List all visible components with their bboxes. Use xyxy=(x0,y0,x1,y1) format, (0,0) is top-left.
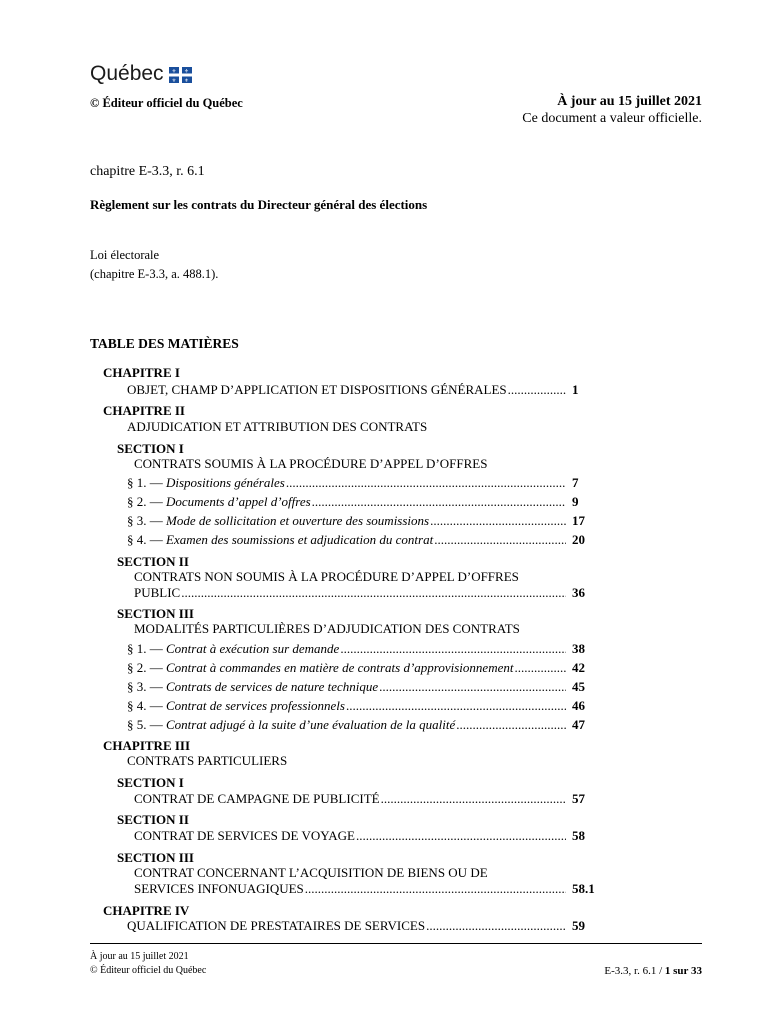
toc-chapter-label: CHAPITRE I xyxy=(103,365,180,380)
toc-chapter-title: ADJUDICATION ET ATTRIBUTION DES CONTRATS xyxy=(127,419,428,434)
toc-leader xyxy=(514,660,566,676)
toc-section-title: CONTRATS NON SOUMIS À LA PROCÉDURE D’APPEL D’OFFRES xyxy=(134,569,519,584)
footer-publisher: © Éditeur officiel du Québec xyxy=(90,965,207,976)
chapter-reference: chapitre E-3.3, r. 6.1 xyxy=(90,164,205,179)
toc-entry[interactable] xyxy=(134,828,602,844)
logo-wordmark: Québec xyxy=(90,62,164,85)
enabling-law xyxy=(90,246,218,284)
toc-page-number: 20 xyxy=(572,532,585,547)
toc-entry-number: § 1. — xyxy=(127,641,166,656)
footer-divider xyxy=(90,943,702,944)
svg-text:⚜: ⚜ xyxy=(183,78,189,83)
toc-page-number: 46 xyxy=(572,698,585,713)
toc-leader xyxy=(434,532,566,548)
toc-entry-title: Contrat à commandes en matière de contrats d’approvisionnement xyxy=(166,660,514,675)
toc-entry[interactable] xyxy=(127,679,602,695)
toc-entry-title: SERVICES INFONUAGIQUES xyxy=(134,881,304,896)
toc-leader xyxy=(181,585,566,601)
toc-entry[interactable] xyxy=(127,513,602,529)
toc-leader xyxy=(430,513,566,529)
quebec-logo xyxy=(90,62,192,86)
toc-entry-title: OBJET, CHAMP D’APPLICATION ET DISPOSITIONS GÉNÉRALES xyxy=(127,382,507,397)
toc-entry[interactable] xyxy=(127,532,602,548)
svg-text:⚜: ⚜ xyxy=(171,68,176,75)
toc-page-number: 1 xyxy=(572,382,579,397)
svg-text:⚜: ⚜ xyxy=(183,68,189,75)
toc-page-number: 57 xyxy=(572,791,585,806)
toc-page-number: 58 xyxy=(572,828,585,843)
law-name: Loi électorale xyxy=(90,248,160,262)
toc-entry[interactable] xyxy=(127,475,602,491)
toc-page-number: 45 xyxy=(572,679,585,694)
toc-leader xyxy=(346,698,566,714)
regulation-title: Règlement sur les contrats du Directeur général des élections xyxy=(90,197,428,212)
toc-entry-title: Examen des soumissions et adjudication du contrat xyxy=(166,532,434,547)
toc-page-number: 17 xyxy=(572,513,585,528)
toc-entry-title: Contrats de services de nature technique xyxy=(166,679,379,694)
validity-note: Ce document a valeur officielle. xyxy=(522,111,702,126)
toc-entry-title: Dispositions générales xyxy=(166,475,285,490)
toc-leader xyxy=(340,641,566,657)
toc-entry-number: § 1. — xyxy=(127,475,166,490)
svg-text:⚜: ⚜ xyxy=(171,78,176,83)
update-date: À jour au 15 juillet 2021 xyxy=(557,94,702,109)
toc-entry-title: Mode de sollicitation et ouverture des soumissions xyxy=(166,513,430,528)
toc-section-label: SECTION II xyxy=(117,554,189,569)
toc-chapter-label: CHAPITRE IV xyxy=(103,903,190,918)
toc-page-number: 38 xyxy=(572,641,585,656)
toc-leader xyxy=(312,494,566,510)
toc-page-number: 47 xyxy=(572,717,585,732)
publisher-notice: © Éditeur officiel du Québec xyxy=(90,96,243,110)
toc-page-number: 9 xyxy=(572,494,579,509)
toc-entry-title: Documents d’appel d’offres xyxy=(166,494,311,509)
toc-entry-title: Contrat de services professionnels xyxy=(166,698,345,713)
footer-page-info xyxy=(604,965,702,977)
toc-entry-title: Contrat adjugé à la suite d’une évaluation de la qualité xyxy=(166,717,456,732)
toc-entry[interactable] xyxy=(127,660,602,676)
toc-entry[interactable] xyxy=(127,717,602,733)
toc-section-label: SECTION III xyxy=(117,850,194,865)
toc-chapter-title: CONTRATS PARTICULIERS xyxy=(127,753,288,768)
law-reference: (chapitre E-3.3, a. 488.1). xyxy=(90,267,219,281)
footer-page-number: 1 sur 33 xyxy=(664,965,702,977)
toc-leader xyxy=(456,717,566,733)
toc-leader xyxy=(356,828,566,844)
toc-leader xyxy=(426,918,566,934)
toc-leader xyxy=(508,382,566,398)
toc-entry-number: § 2. — xyxy=(127,494,166,509)
toc-chapter-label: CHAPITRE II xyxy=(103,403,185,418)
footer-left xyxy=(90,950,206,978)
toc-page-number: 36 xyxy=(572,585,585,600)
toc-section-title: MODALITÉS PARTICULIÈRES D’ADJUDICATION DES CONTRATS xyxy=(134,621,520,636)
toc-entry[interactable] xyxy=(127,641,602,657)
toc-entry[interactable] xyxy=(127,698,602,714)
toc-leader xyxy=(381,791,566,807)
toc-entry-number: § 3. — xyxy=(127,513,166,528)
toc-leader xyxy=(379,679,566,695)
toc-entry[interactable] xyxy=(134,791,602,807)
toc-chapter-label: CHAPITRE III xyxy=(103,738,191,753)
toc-entry-title: CONTRAT DE SERVICES DE VOYAGE xyxy=(134,828,355,843)
toc-entry[interactable] xyxy=(127,382,602,398)
toc-entry-title: PUBLIC xyxy=(134,585,181,600)
toc-entry-number: § 5. — xyxy=(127,717,166,732)
toc-entry[interactable] xyxy=(134,585,602,601)
toc-page-number: 42 xyxy=(572,660,585,675)
toc-section-label: SECTION I xyxy=(117,441,184,456)
toc-section-label: SECTION II xyxy=(117,812,189,827)
toc-entry-number: § 2. — xyxy=(127,660,166,675)
footer-reference: E-3.3, r. 6.1 / xyxy=(604,965,665,977)
toc-entry-number: § 3. — xyxy=(127,679,166,694)
toc-section-label: SECTION I xyxy=(117,775,184,790)
toc-page-number: 58.1 xyxy=(572,881,595,896)
toc-section-label: SECTION III xyxy=(117,606,194,621)
toc-entry-title: QUALIFICATION DE PRESTATAIRES DE SERVICES xyxy=(127,918,426,933)
toc-section-title: CONTRAT CONCERNANT L’ACQUISITION DE BIENS OU DE xyxy=(134,865,488,880)
toc-page-number: 59 xyxy=(572,918,585,933)
toc-section-title: CONTRATS SOUMIS À LA PROCÉDURE D’APPEL D’OFFRES xyxy=(134,456,488,471)
footer-date: À jour au 15 juillet 2021 xyxy=(90,951,189,962)
toc-entry[interactable] xyxy=(127,494,602,510)
toc-entry[interactable] xyxy=(134,881,602,897)
quebec-flag-icon xyxy=(169,67,192,83)
header-status xyxy=(522,94,702,127)
toc-entry-title: CONTRAT DE CAMPAGNE DE PUBLICITÉ xyxy=(134,791,380,806)
toc-entry-title: Contrat à exécution sur demande xyxy=(166,641,340,656)
toc-entry-number: § 4. — xyxy=(127,698,166,713)
toc-entry-number: § 4. — xyxy=(127,532,166,547)
toc-leader xyxy=(286,475,566,491)
toc-entry[interactable] xyxy=(127,918,602,934)
toc-leader xyxy=(305,881,566,897)
toc-heading: TABLE DES MATIÈRES xyxy=(90,336,239,351)
toc-page-number: 7 xyxy=(572,475,579,490)
